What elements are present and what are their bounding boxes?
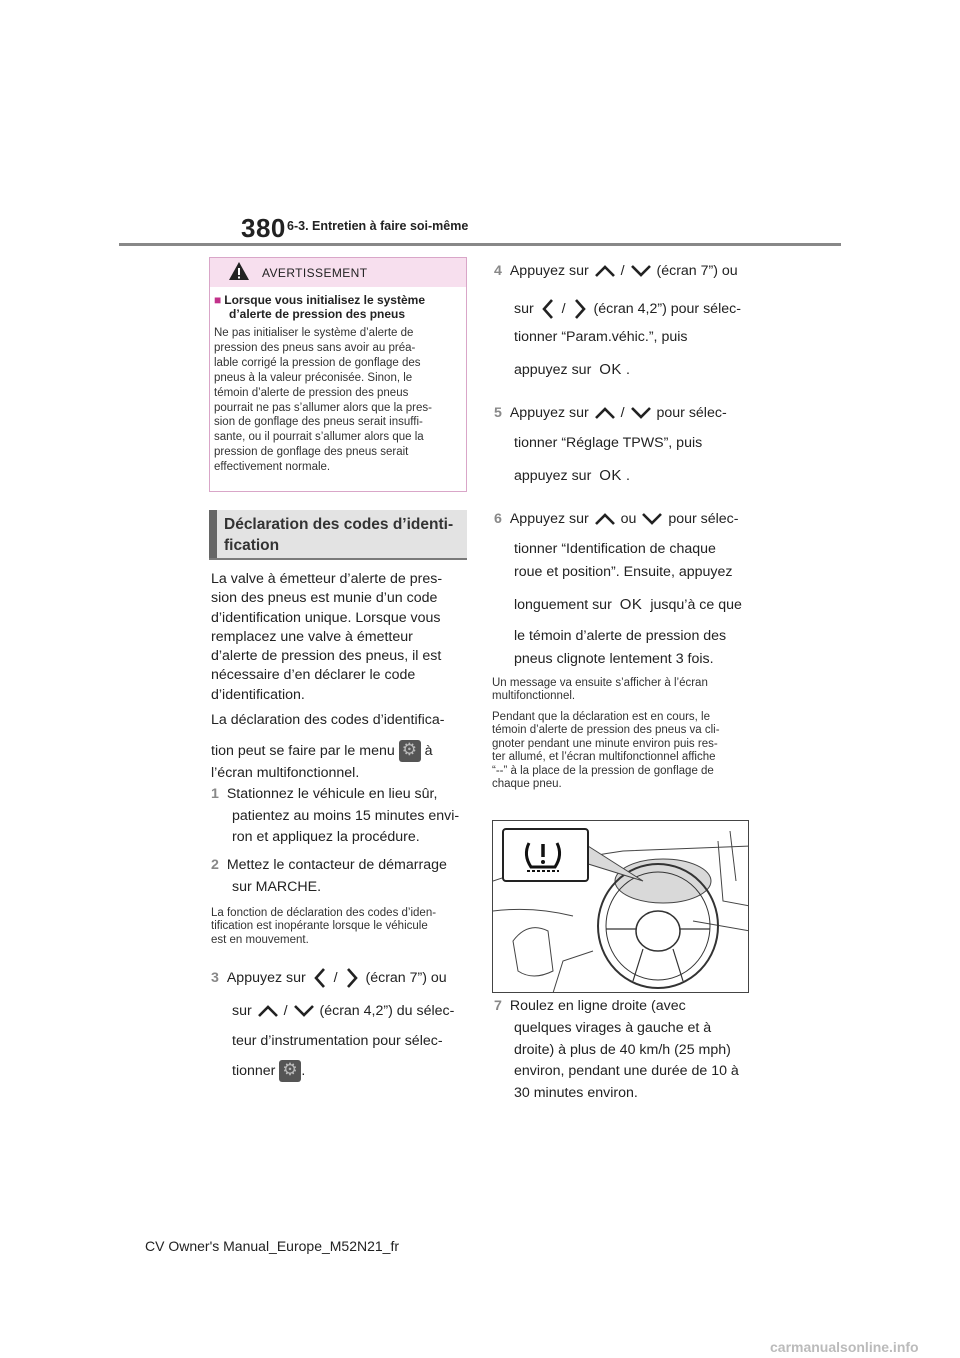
footer-manual-id: CV Owner's Manual_Europe_M52N21_fr (145, 1238, 400, 1254)
settings-gear-icon (399, 740, 421, 762)
step5: 5 Appuyez sur / pour sélec- (494, 405, 727, 421)
step7: 7 Roulez en ligne droite (avec (494, 998, 686, 1014)
chevron-down-icon (629, 263, 653, 279)
ok-button-icon: OK (619, 596, 643, 613)
step2: 2 Mettez le contacteur de démarrage (211, 857, 447, 873)
step2-note: La fonction de déclaration des codes d’iden- tification est inopérante lorsque le véhicule est en mouvement. (211, 907, 437, 946)
chevron-up-icon (593, 263, 617, 279)
dashboard-illustration (492, 820, 749, 993)
bullet-square-icon: ■ (214, 293, 222, 307)
step6-note1: Un message va ensuite s’afficher à l’écran multifonctionnel. (492, 677, 708, 703)
chevron-left-icon (538, 297, 558, 321)
chevron-left-icon (310, 966, 330, 990)
step1: 1 Stationnez le véhicule en lieu sûr, (211, 786, 438, 802)
intro-paragraph: La valve à émetteur d’alerte de pres- sion des pneus est munie d’un code d’identification unique. Lorsque vous remplacez une valve à émetteur d’alerte de pression des pneus, il est nécessaire d’en déclarer le code d’identification. (211, 571, 443, 703)
warning-triangle-icon (228, 261, 250, 281)
chevron-down-icon (629, 405, 653, 421)
section-heading: Déclaration des codes d’identi- fication (209, 510, 467, 560)
chevron-up-icon (593, 405, 617, 421)
warning-subtitle: ■ Lorsque vous initialisez le système d’alerte de pression des pneus (214, 293, 425, 321)
chevron-right-icon (570, 297, 590, 321)
page-number: 380 (241, 213, 286, 243)
chevron-down-icon (292, 1003, 316, 1019)
chevron-down-icon (640, 511, 664, 527)
step6-note2: Pendant que la déclaration est en cours, le témoin d’alerte de pression des pneus va cli- gnoter pendant une minute environ puis res- ter allumé, et l’écran multifonctionnel affiche “--” à la place de la pression de gonflage de chaque pneu. (492, 711, 720, 791)
warning-body: Ne pas initialiser le système d’alerte de pression des pneus sans avoir au préa- lable corrigé la pression de gonflage des pneus à la valeur préconisée. Sinon, le témoin d’alerte de pression des pneus pourrait ne pas s’allumer alors que la pres- sion de gonflage des pneus serait insuffi- sante, ou il pourrait s’allumer alors que la pression de gonflage des pneus serait effectivement normale. (214, 327, 432, 474)
step3: 3 Appuyez sur / (écran 7”) ou (211, 966, 447, 990)
chevron-right-icon (342, 966, 362, 990)
ok-button-icon: OK (599, 361, 622, 378)
warning-title: AVERTISSEMENT (262, 266, 368, 280)
chevron-up-icon (256, 1003, 280, 1019)
step6: 6 Appuyez sur ou pour sélec- (494, 511, 739, 527)
steering-wheel-illustration (493, 821, 749, 993)
chevron-up-icon (593, 511, 617, 527)
warning-header (210, 258, 466, 287)
header-rule (119, 243, 841, 246)
intro2-line2: tion peut se faire par le menu ⚙ à (211, 740, 433, 762)
warning-box (209, 257, 467, 492)
step4: 4 Appuyez sur / (écran 7”) ou (494, 263, 738, 279)
section-title: 6-3. Entretien à faire soi-même (287, 219, 469, 233)
watermark: carmanualsonline.info (770, 1339, 919, 1355)
ok-button-icon: OK (599, 467, 622, 484)
settings-gear-icon (279, 1060, 301, 1082)
intro2-line3: l’écran multifonctionnel. (211, 765, 360, 781)
intro2-line1: La déclaration des codes d’identifica- (211, 712, 445, 728)
